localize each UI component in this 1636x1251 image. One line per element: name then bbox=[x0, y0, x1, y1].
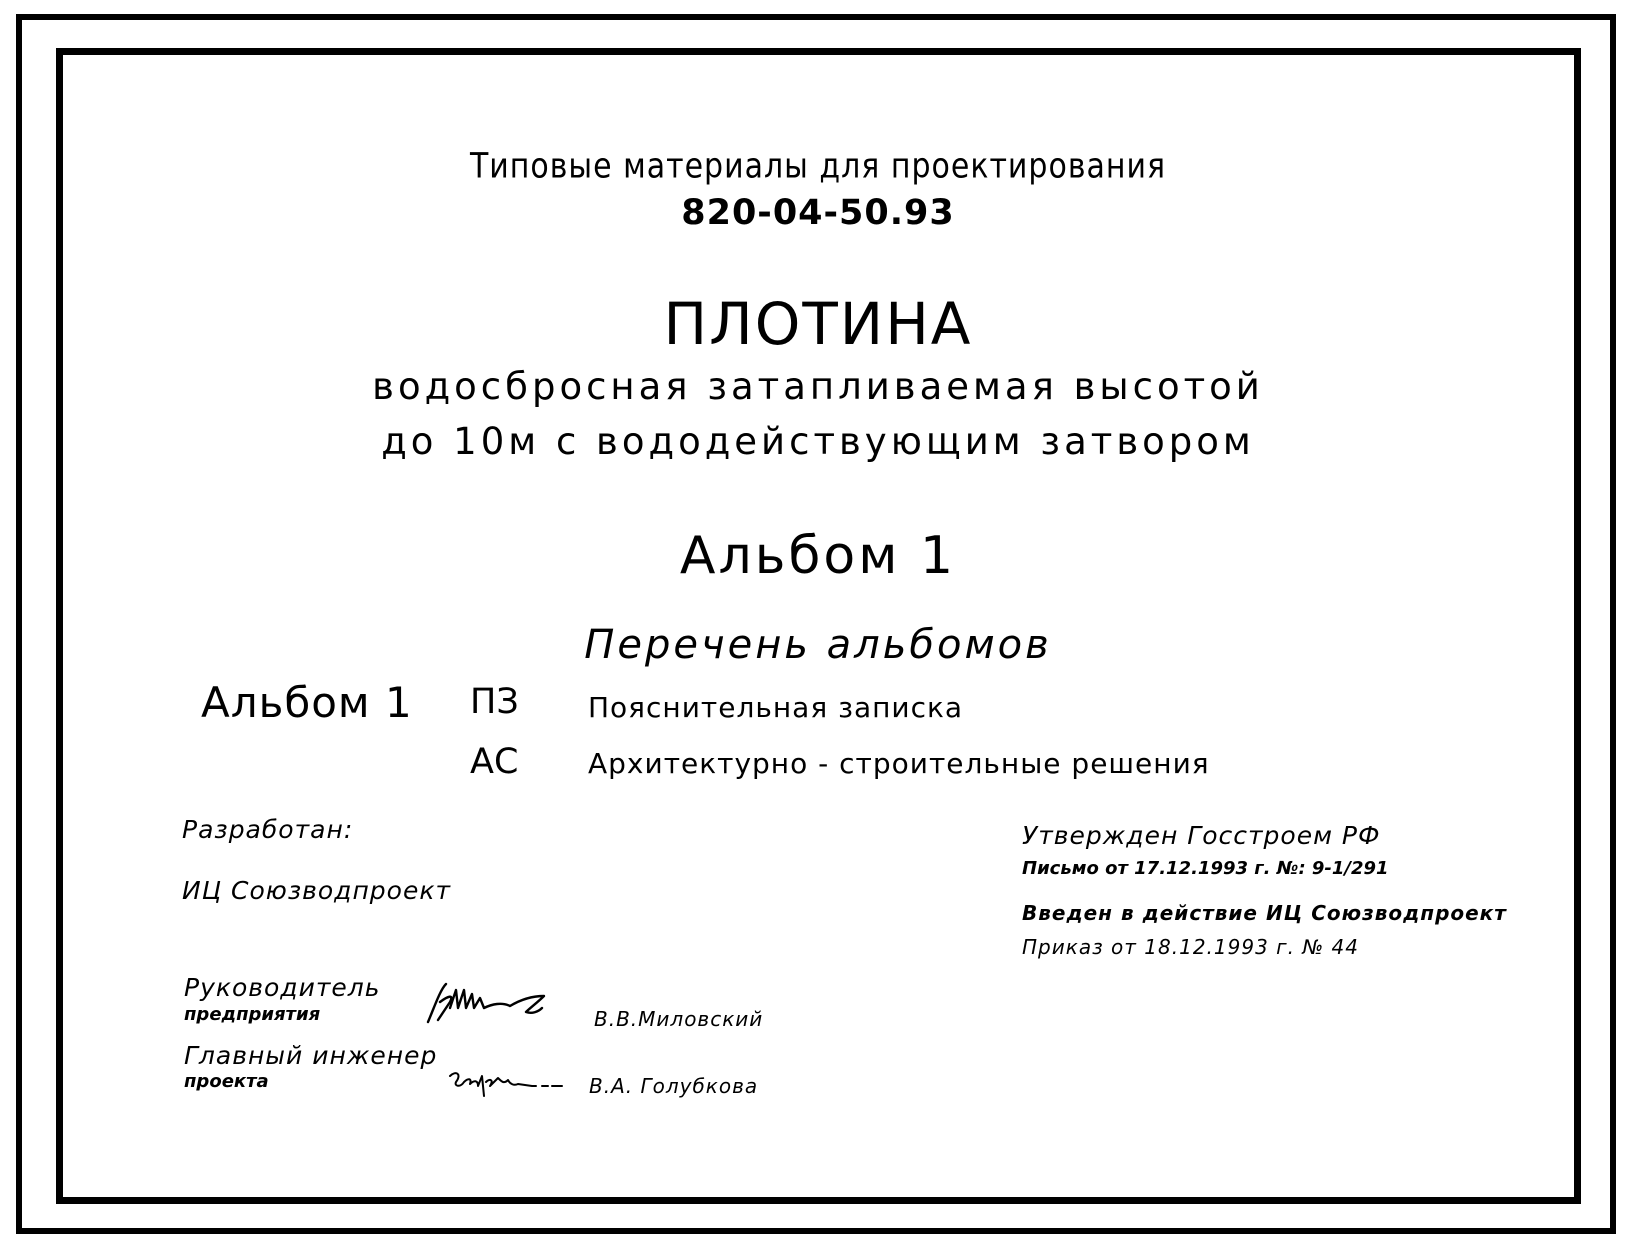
list-item-code: АС bbox=[470, 742, 519, 782]
albums-list-album: Альбом 1 bbox=[201, 678, 413, 727]
list-item-description: Пояснительная записка bbox=[588, 691, 964, 724]
list-item-code: ПЗ bbox=[470, 682, 519, 722]
albums-list-heading: Перечень альбомов bbox=[584, 622, 1052, 668]
chief-role-line-2: проекта bbox=[184, 1071, 269, 1092]
head-role-line-1: Руководитель bbox=[184, 973, 381, 1002]
enacted-by: Введен в действие ИЦ Союзводпроект bbox=[1022, 901, 1507, 925]
series-code: 820-04-50.93 bbox=[681, 193, 955, 233]
series-label: Типовые материалы для проектирования bbox=[469, 146, 1167, 187]
enactment-order: Приказ от 18.12.1993 г. № 44 bbox=[1022, 935, 1360, 959]
developed-label: Разработан: bbox=[182, 815, 354, 844]
list-item-description: Архитектурно - строительные решения bbox=[588, 747, 1210, 780]
subtitle-line-1: водосбросная затапливаемая высотой bbox=[372, 365, 1264, 408]
head-role-line-2: предприятия bbox=[184, 1004, 321, 1025]
chief-role-line-1: Главный инженер bbox=[184, 1041, 438, 1070]
document-title: ПЛОТИНА bbox=[663, 290, 973, 358]
head-name: В.В.Миловский bbox=[594, 1007, 764, 1031]
album-heading: Альбом 1 bbox=[679, 526, 957, 586]
subtitle-line-2: до 10м с вододействующим затвором bbox=[381, 420, 1255, 463]
developer-organization: ИЦ Союзводпроект bbox=[182, 876, 452, 905]
head-signature bbox=[420, 978, 570, 1028]
chief-signature bbox=[446, 1066, 566, 1102]
approved-by: Утвержден Госстроем РФ bbox=[1022, 821, 1381, 850]
approval-letter: Письмо от 17.12.1993 г. №: 9-1/291 bbox=[1022, 858, 1389, 879]
chief-name: В.А. Голубкова bbox=[589, 1074, 759, 1098]
